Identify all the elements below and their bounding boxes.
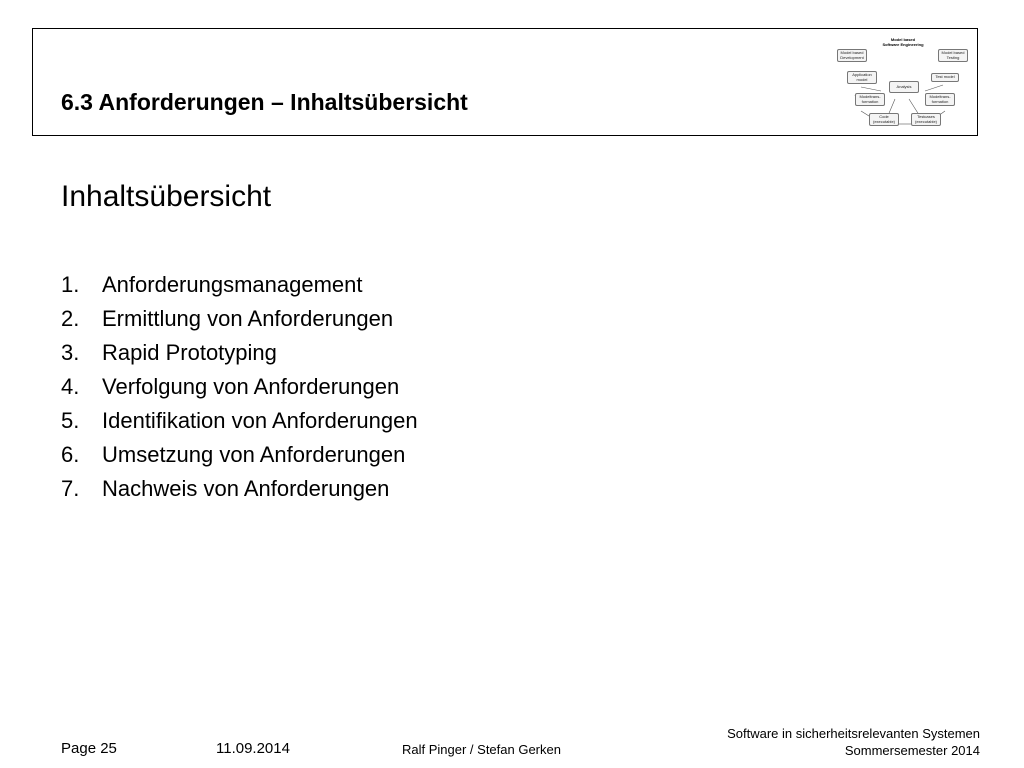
node-model-based-development — [837, 49, 867, 62]
node-label: Model based — [840, 50, 864, 55]
diagram-title — [873, 37, 933, 47]
footer-semester: Sommersemester 2014 — [844, 743, 980, 758]
footer-course-title: Software in sicherheitsrelevanten Systemen — [727, 726, 980, 741]
node-test-model — [931, 73, 959, 82]
node-modeltransformation-right — [925, 93, 955, 106]
node-label: (executable) — [914, 118, 937, 124]
toc-item-number: 2. — [61, 306, 80, 331]
node-label: Model based — [941, 50, 965, 55]
diagram-title-line2: Software Engineering — [882, 42, 924, 47]
node-analysis — [889, 81, 919, 93]
toc-item-label: Verfolgung von Anforderungen — [102, 374, 400, 399]
node-label: Testcases — [917, 114, 935, 119]
node-code-executable — [869, 113, 899, 126]
node-model-based-testing — [938, 49, 968, 62]
toc-item-label: Umsetzung von Anforderungen — [102, 442, 406, 467]
node-testcases-executable — [911, 113, 941, 126]
node-application-model — [847, 71, 877, 84]
node-label: Modeltrans- — [929, 94, 951, 99]
node-label: Test model — [935, 74, 955, 79]
node-label: Code — [879, 114, 889, 119]
node-label: Modeltrans- — [859, 94, 881, 99]
table-of-contents — [61, 270, 418, 508]
toc-item — [61, 440, 418, 474]
node-label: formation — [861, 98, 879, 104]
node-label: Development — [840, 54, 864, 60]
node-label: model — [856, 76, 868, 82]
node-label: Analysis — [896, 84, 912, 89]
footer-date: 11.09.2014 — [216, 740, 290, 757]
node-modeltransformation-left — [855, 93, 885, 106]
toc-item-label: Identifikation von Anforderungen — [102, 408, 418, 433]
toc-item-number: 3. — [61, 340, 80, 365]
toc-item-number: 7. — [61, 476, 80, 501]
toc-item-number: 1. — [61, 272, 80, 297]
node-label: (executable) — [872, 118, 895, 124]
footer-course-info — [727, 725, 980, 759]
toc-item-label: Rapid Prototyping — [102, 340, 277, 365]
mbse-diagram — [833, 35, 973, 131]
toc-item-number: 5. — [61, 408, 80, 433]
footer-authors: Ralf Pinger / Stefan Gerken — [402, 742, 561, 757]
node-label: formation — [931, 98, 949, 104]
toc-item — [61, 270, 418, 304]
slide-title: 6.3 Anforderungen – Inhaltsübersicht — [61, 89, 468, 115]
node-label: Application — [852, 72, 872, 77]
diagram-title-line1: Model based — [890, 37, 916, 42]
toc-item — [61, 406, 418, 440]
toc-item-number: 6. — [61, 442, 80, 467]
slide-header — [32, 28, 978, 136]
node-label: Testing — [946, 54, 960, 60]
toc-item — [61, 338, 418, 372]
toc-item-label: Nachweis von Anforderungen — [102, 476, 390, 501]
toc-item — [61, 474, 418, 508]
toc-item — [61, 304, 418, 338]
toc-item — [61, 372, 418, 406]
section-heading: Inhaltsübersicht — [61, 180, 272, 213]
footer-page-number: Page 25 — [61, 740, 117, 757]
toc-item-number: 4. — [61, 374, 80, 399]
toc-item-label: Anforderungsmanagement — [102, 272, 363, 297]
toc-item-label: Ermittlung von Anforderungen — [102, 306, 394, 331]
